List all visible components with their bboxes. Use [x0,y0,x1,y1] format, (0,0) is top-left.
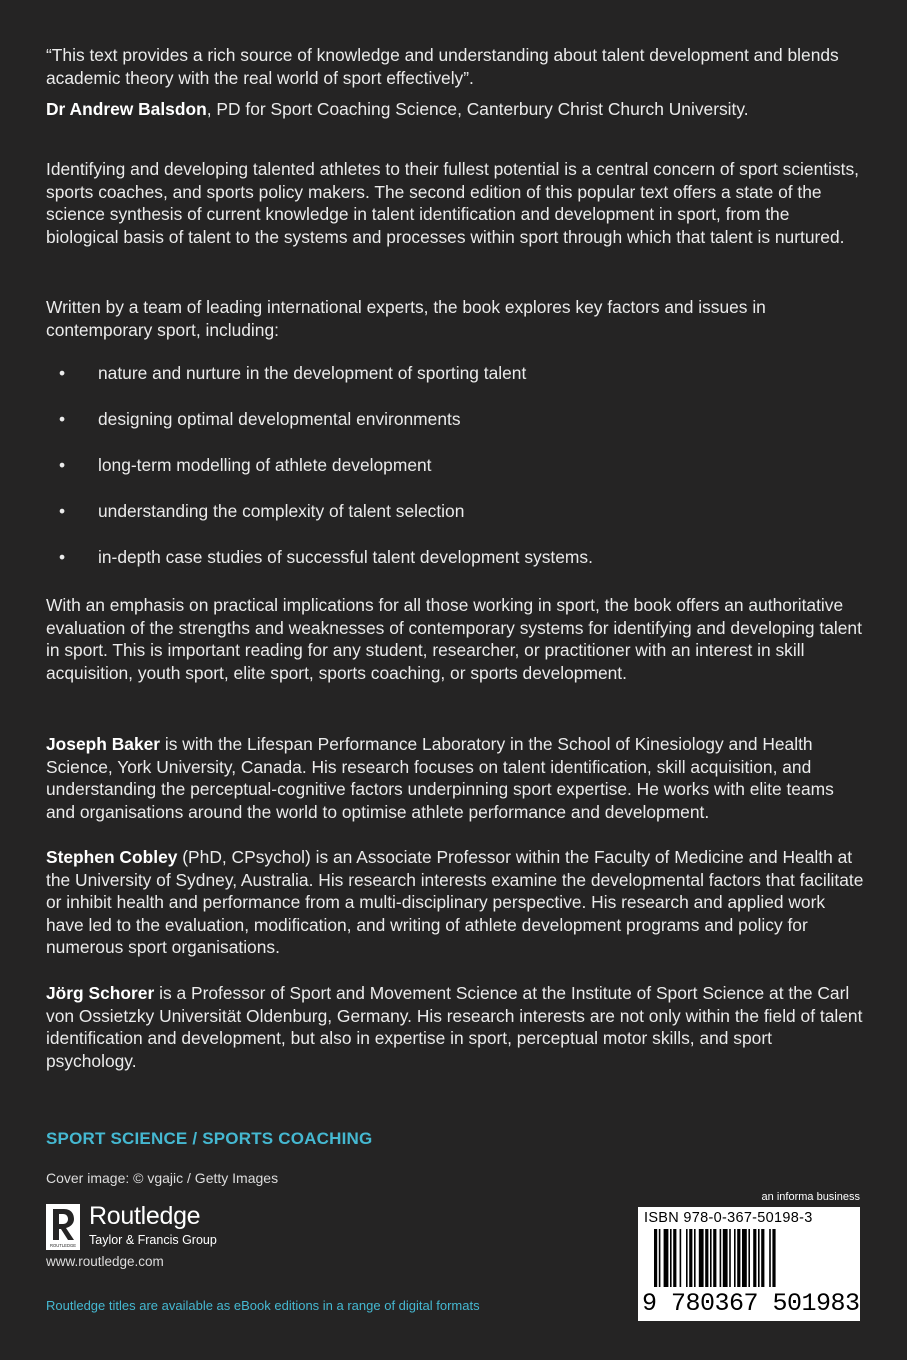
list-item-text: long-term modelling of athlete development [98,455,432,475]
barcode-bar [758,1229,760,1287]
barcode-bar [742,1229,747,1287]
ebook-note: Routledge titles are available as eBook editions in a range of digital formats [46,1298,480,1313]
list-item [56,408,836,454]
list-item [56,500,836,546]
barcode-bar [659,1229,661,1287]
endorser-role: , PD for Sport Coaching Science, Canterbury Christ Church University. [206,99,749,119]
barcode-bar [734,1229,736,1287]
author-bio-text: is a Professor of Sport and Movement Science at the Institute of Sport Science at the Carl von Ossietzky Universität Oldenburg, Germany. His research interests are not only within the field of talent identification and development, but also in expertise in sport, perceptual motor skills, and sport psychology. [46,983,863,1071]
isbn-barcode [638,1207,860,1321]
subject-category: SPORT SCIENCE / SPORTS COACHING [46,1129,373,1148]
barcode-bar [713,1229,716,1287]
list-item-text: in-depth case studies of successful talent development systems. [98,547,593,567]
barcode-bar [748,1229,750,1287]
svg-text:ROUTLEDGE: ROUTLEDGE [49,1243,77,1248]
list-item [56,362,836,408]
barcode-bar [673,1229,676,1287]
author-name: Stephen Cobley [46,847,178,867]
publisher-logo [46,1202,246,1250]
barcode-bar [694,1229,696,1287]
barcode-bar [654,1229,657,1287]
list-item-text: designing optimal developmental environments [98,409,461,429]
list-item-text: understanding the complexity of talent selection [98,501,465,521]
list-item [56,546,836,592]
author-name: Joseph Baker [46,734,161,754]
list-item [56,454,836,500]
barcode-icon [654,1229,854,1287]
endorsement-quote: “This text provides a rich source of knowledge and understanding about talent development and blends academic theory with the real world of sport effectively”. [46,45,839,88]
isbn-digits: 9 780367 501983 [642,1289,860,1318]
author-bio-text: (PhD, CPsychol) is an Associate Professor within the Faculty of Medicine and Health at the University of Sydney, Australia. His research interests examine the developmental factors that facilitate or inhibit health and performance from a multi-disciplinary perspective. His research and applied work have led to the evaluation, modification, and writing of athlete development programs and policy for numerous sport organisations. [46,847,864,958]
author-bio [46,982,866,1072]
contents-intro-paragraph: Written by a team of leading international experts, the book explores key factors and issues in contemporary sport, including: [46,297,766,340]
author-name: Jörg Schorer [46,983,155,1003]
barcode-bar [753,1229,756,1287]
barcode-bar [686,1229,688,1287]
summary-paragraph: With an emphasis on practical implications for all those working in sport, the book offers an authoritative evaluation of the strengths and weaknesses of contemporary systems for identifying and developing talent in sport. This is important reading for any student, researcher, or practitioner with an interest in skill acquisition, youth sport, elite sport, sports coaching, or sports development. [46,595,862,683]
author-bio-text: is with the Lifespan Performance Laboratory in the School of Kinesiology and Health Science, York University, Canada. His research focuses on talent identification, skill acquisition, and understanding the perceptual-cognitive factors underpinning sport expertise. He works with elite teams and organisations around the world to optimise athlete performance and development. [46,734,834,822]
publisher-group: Taylor & Francis Group [89,1233,217,1247]
author-bio [46,846,866,959]
bullet-icon: • [59,547,66,567]
isbn-label: ISBN 978-0-367-50198-3 [644,1210,813,1226]
author-bio [46,733,866,823]
barcode-bar [769,1229,771,1287]
barcode-bar [761,1229,764,1287]
routledge-logo-icon [46,1204,80,1250]
barcode-bar [729,1229,731,1287]
endorser-name: Dr Andrew Balsdon [46,99,207,119]
barcode-bar [710,1229,712,1287]
barcode-bar [664,1229,669,1287]
bullet-icon: • [59,363,66,383]
barcode-bar [772,1229,775,1287]
barcode-bar [737,1229,740,1287]
intro-paragraph: Identifying and developing talented athletes to their fullest potential is a central concern of sport scientists, sports coaches, and sports policy makers. The second edition of this popular text offers a state of the science synthesis of current knowledge in talent identification and development in sport, from the biological basis of talent to the systems and processes within sport through which that talent is nurtured. [46,159,860,247]
publisher-name: Routledge [89,1202,201,1230]
barcode-bar [699,1229,704,1287]
bullet-icon: • [59,501,66,521]
cover-credit: Cover image: © vgajic / Getty Images [46,1170,279,1186]
barcode-bar [720,1229,722,1287]
bullet-icon: • [59,455,66,475]
barcode-bar [670,1229,672,1287]
endorsement-attribution [46,98,866,121]
barcode-bar [689,1229,692,1287]
informa-tagline: an informa business [761,1191,860,1203]
list-item-text: nature and nurture in the development of sporting talent [98,363,527,383]
bullet-icon: • [59,409,66,429]
barcode-bar [705,1229,708,1287]
barcode-bar [723,1229,728,1287]
barcode-bar [680,1229,682,1287]
publisher-website[interactable]: www.routledge.com [46,1254,164,1269]
topics-list [56,362,836,592]
